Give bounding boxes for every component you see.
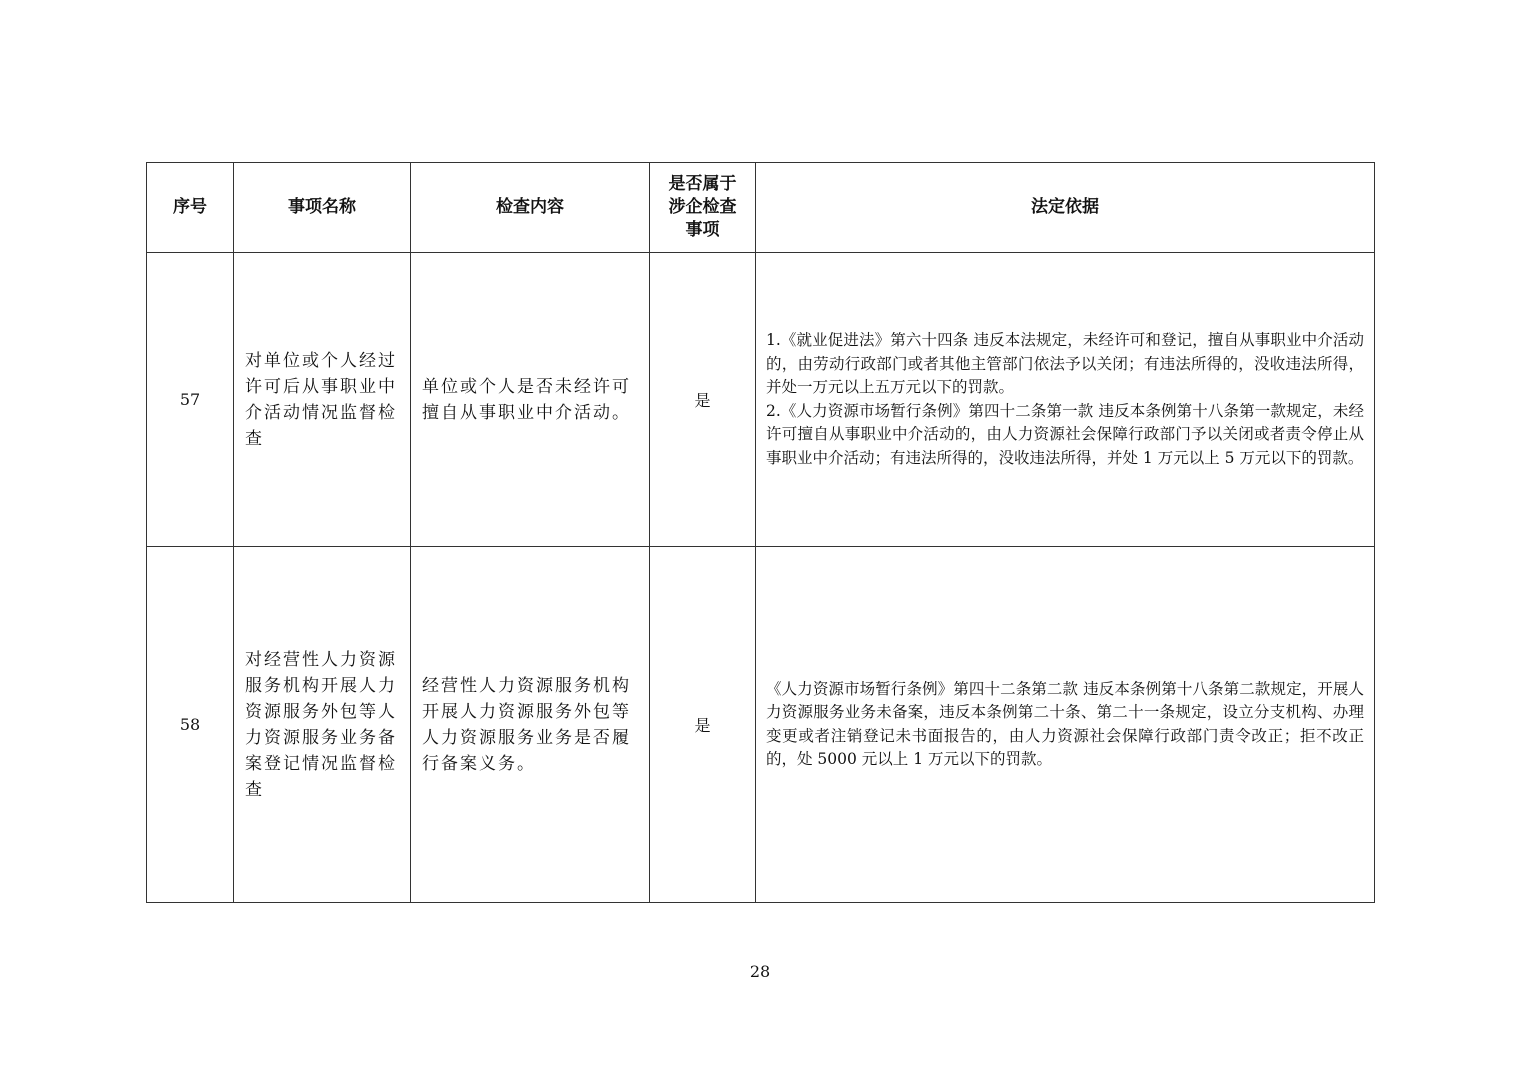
row-enterprise-related: 是 [650, 253, 756, 547]
row-inspection-content: 单位或个人是否未经许可擅自从事职业中介活动。 [411, 253, 650, 547]
table-row [147, 547, 1375, 903]
legal-basis-paragraph: 1.《就业促进法》第六十四条 违反本法规定，未经许可和登记，擅自从事职业中介活动的，由劳动行政部门或者其他主管部门依法予以关闭；有违法所得的，没收违法所得，并处一万元以上五万元以下的罚款。 [766, 331, 1364, 396]
header-enterprise-related: 是否属于涉企检查事项 [668, 174, 737, 240]
row-seq: 57 [147, 253, 234, 547]
table-header [147, 163, 1375, 253]
inspection-items-table [146, 162, 1375, 903]
row-legal-basis [756, 253, 1375, 547]
row-item-name: 对单位或个人经过许可后从事职业中介活动情况监督检查 [234, 253, 411, 547]
header-inspection-content: 检查内容 [411, 163, 650, 253]
header-item-name: 事项名称 [234, 163, 411, 253]
row-seq: 58 [147, 547, 234, 903]
table-row [147, 253, 1375, 547]
row-legal-basis [756, 547, 1375, 903]
table-header-row [147, 163, 1375, 253]
table-body [147, 253, 1375, 903]
header-legal-basis: 法定依据 [756, 163, 1375, 253]
legal-basis-paragraph: 2.《人力资源市场暂行条例》第四十二条第一款 违反本条例第十八条第一款规定，未经许可擅自从事职业中介活动的，由人力资源社会保障行政部门予以关闭或者责令停止从事职业中介活动；有违法所得的，没收违法所得，并处 1 万元以上 5 万元以下的罚款。 [766, 401, 1364, 467]
row-enterprise-related: 是 [650, 547, 756, 903]
header-enterprise-related-cell [650, 163, 756, 253]
page-number: 28 [749, 962, 771, 981]
row-inspection-content: 经营性人力资源服务机构开展人力资源服务外包等人力资源服务业务是否履行备案义务。 [411, 547, 650, 903]
row-item-name: 对经营性人力资源服务机构开展人力资源服务外包等人力资源服务业务备案登记情况监督检查 [234, 547, 411, 903]
legal-basis-paragraph: 《人力资源市场暂行条例》第四十二条第二款 违反本条例第十八条第二款规定，开展人力资源服务业务未备案，违反本条例第二十条、第二十一条规定，设立分支机构、办理变更或者注销登记未书面报告的，由人力资源社会保障行政部门责令改正；拒不改正的，处 5000 元以上 1 万元以下的罚款。 [766, 679, 1364, 768]
header-seq: 序号 [147, 163, 234, 253]
